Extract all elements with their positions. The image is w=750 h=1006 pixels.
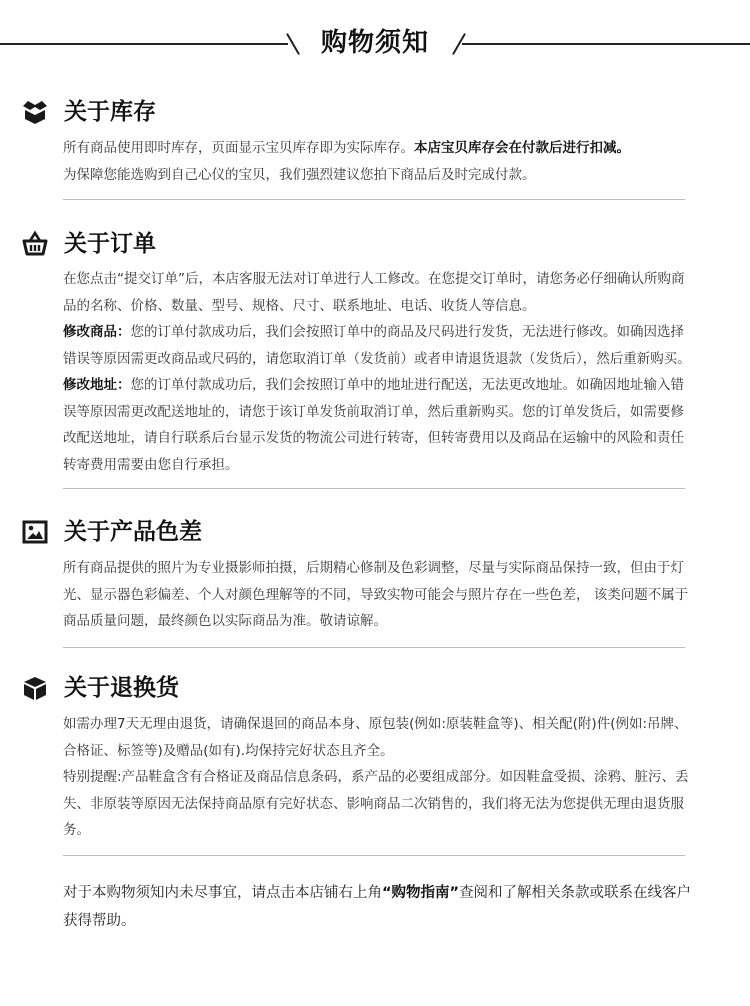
footer-paragraph bbox=[63, 879, 703, 935]
section-title: 关于订单 bbox=[64, 231, 156, 257]
page-header bbox=[0, 0, 750, 90]
header-rule-right bbox=[462, 43, 750, 45]
paragraph-text: 您的订单付款成功后，我们会按照订单中的商品及尺码进行发货，无法进行修改。如确因选择错误等原因需更改商品或尺码的，请您取消订单（发货前）或者申请退货退款（发货后），然后重新购买。 bbox=[63, 324, 691, 367]
paragraph: 为保障您能选购到自己心仪的宝贝，我们强烈建议您拍下商品后及时完成付款。 bbox=[63, 166, 536, 183]
section-body bbox=[63, 555, 695, 635]
paragraph-emphasis: 修改地址： bbox=[63, 377, 131, 393]
section-body bbox=[63, 135, 695, 188]
boxes-icon bbox=[20, 97, 50, 127]
header-slash-left bbox=[286, 33, 300, 55]
paragraph-text: 所有商品使用即时库存，页面显示宝贝库存即为实际库存。 bbox=[63, 140, 414, 156]
paragraph: 特别提醒:产品鞋盒含有合格证及商品信息条码，系产品的必要组成部分。如因鞋盒受损、涂鸦、脏污、丢失、非原装等原因无法保持商品原有完好状态、影响商品二次销售的，我们将无法为您提供无理由退货服务。 bbox=[63, 769, 689, 838]
header-rule-left bbox=[0, 43, 288, 45]
paragraph: 如需办理7天无理由退货，请确保退回的商品本身、原包装(例如:原装鞋盒等)、相关配(附)件(例如:吊牌、合格证、标签等)及赠品(如有).均保持完好状态且齐全。 bbox=[63, 716, 688, 759]
paragraph-emphasis: 修改商品： bbox=[63, 324, 131, 340]
section-divider bbox=[63, 199, 685, 200]
section-divider bbox=[63, 855, 685, 856]
paragraph: 在您点击“提交订单”后，本店客服无法对订单进行人工修改。在您提交订单时，请您务必仔细确认所购商品的名称、价格、数量、型号、规格、尺寸、联系地址、电话、收货人等信息。 bbox=[63, 271, 685, 314]
footer-text: 查阅和了解相关条款或联系在线客户获得帮助。 bbox=[63, 885, 692, 929]
paragraph: 所有商品提供的照片为专业摄影师拍摄，后期精心修制及色彩调整，尽量与实际商品保持一致，但由于灯光、显示器色彩偏差、个人对颜色理解等的不同，导致实物可能会与照片存在一些色差， 该类问题不属于商品质量问题，最终颜色以实际商品为准。敬请谅解。 bbox=[63, 560, 689, 629]
page-title: 购物须知 bbox=[320, 28, 429, 58]
section-title: 关于库存 bbox=[64, 99, 156, 125]
paragraph-emphasis: 本店宝贝库存会在付款后进行扣减。 bbox=[414, 140, 630, 156]
shopping-basket-icon bbox=[20, 229, 50, 259]
paragraph bbox=[63, 135, 695, 162]
section-body bbox=[63, 266, 695, 478]
shopping-guide-link: “购物指南” bbox=[382, 885, 460, 901]
paragraph bbox=[63, 319, 695, 372]
section-title: 关于产品色差 bbox=[64, 519, 202, 545]
picture-icon bbox=[20, 517, 50, 547]
section-title: 关于退换货 bbox=[64, 675, 179, 701]
footer-note bbox=[63, 879, 703, 935]
paragraph-text: 您的订单付款成功后，我们会按照订单中的地址进行配送，无法更改地址。如确因地址输入错误等原因需更改配送地址的，请您于该订单发货前取消订单，然后重新购买。您的订单发货后，如需要修改配送地址，请自行联系后台显示发货的物流公司进行转寄，但转寄费用以及商品在运输中的风险和责任转寄费用需要由您自行承担。 bbox=[63, 377, 684, 473]
section-divider bbox=[63, 488, 685, 489]
section-body bbox=[63, 711, 695, 844]
footer-text: 对于本购物须知内未尽事宜，请点击本店铺右上角 bbox=[63, 885, 382, 901]
paragraph bbox=[63, 372, 695, 478]
section-divider bbox=[63, 647, 685, 648]
package-icon bbox=[20, 673, 50, 703]
